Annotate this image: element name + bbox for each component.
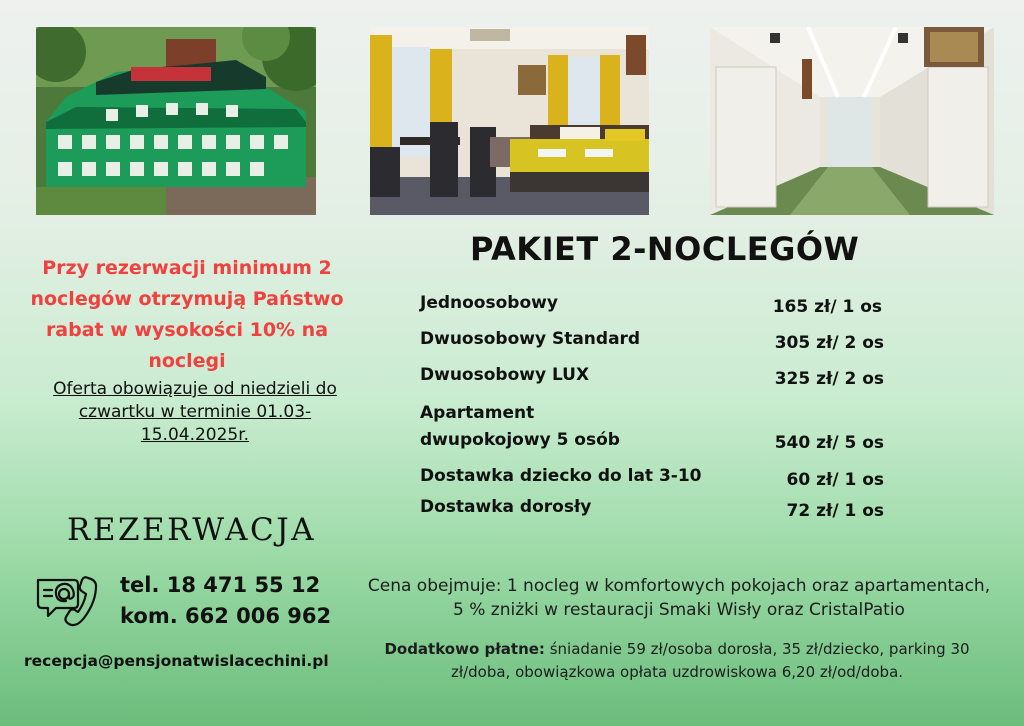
price-row-single (420, 290, 890, 317)
price-row-name: Dostawka dziecko do lat 3-10 (420, 466, 702, 486)
price-row-name: Dostawka dorosły (420, 497, 592, 517)
price-row-price: 540 zł/ 5 os (774, 433, 884, 453)
price-row-double-standard (420, 326, 890, 353)
package-title: PAKIET 2-NOCLEGÓW (470, 230, 860, 268)
price-row-extra-bed-adult (420, 494, 890, 521)
price-row-name: Apartament dwupokojowy 5 osób (420, 403, 620, 450)
offer-validity-text: Oferta obowiązuje od niedzieli do czwartku w terminie 01.03-15.04.2025r. (53, 379, 337, 445)
phone-numbers (120, 570, 331, 632)
price-row-name: Dwuosobowy Standard (420, 329, 641, 349)
price-row-name: Dwuosobowy LUX (420, 365, 590, 385)
mobile-number[interactable]: kom. 662 006 962 (120, 604, 332, 628)
price-row-apartment (420, 400, 890, 454)
discount-promo-text: Przy rezerwacji minimum 2 noclegów otrzymują Państwo rabat w wysokości 10% na noclegi (30, 257, 344, 372)
price-includes-text: Cena obejmuje: 1 nocleg w komfortowych pokojach oraz apartamentach, 5 % zniżki w restauracji Smaki Wisły oraz CristalPatio (367, 576, 991, 620)
price-row-double-lux (420, 362, 890, 389)
price-row-price: 165 zł/ 1 os (772, 297, 882, 317)
price-row-price: 305 zł/ 2 os (774, 333, 884, 353)
price-row-price: 60 zł/ 1 os (786, 470, 884, 490)
price-row-extra-bed-child (420, 463, 890, 490)
landline-number[interactable]: tel. 18 471 55 12 (120, 573, 321, 597)
extra-paid-label: Dodatkowo płatne: (384, 640, 545, 658)
price-row-name: Jednoosobowy (420, 293, 558, 313)
price-row-price: 325 zł/ 2 os (774, 369, 884, 389)
hotel-exterior-photo (36, 27, 316, 215)
extra-paid-text (372, 638, 982, 684)
reservation-heading: REZERWACJA (67, 512, 317, 548)
corridor-photo (710, 27, 994, 215)
contact-email-phone-icon (34, 572, 110, 630)
room-photo (370, 27, 649, 215)
email-address[interactable]: recepcja@pensjonatwislacechini.pl (24, 652, 329, 670)
price-row-price: 72 zł/ 1 os (786, 501, 884, 521)
extra-paid-details: śniadanie 59 zł/osoba dorosła, 35 zł/dziecko, parking 30 zł/doba, obowiązkowa opłata uzdrowiskowa 6,20 zł/od/doba. (450, 640, 970, 681)
